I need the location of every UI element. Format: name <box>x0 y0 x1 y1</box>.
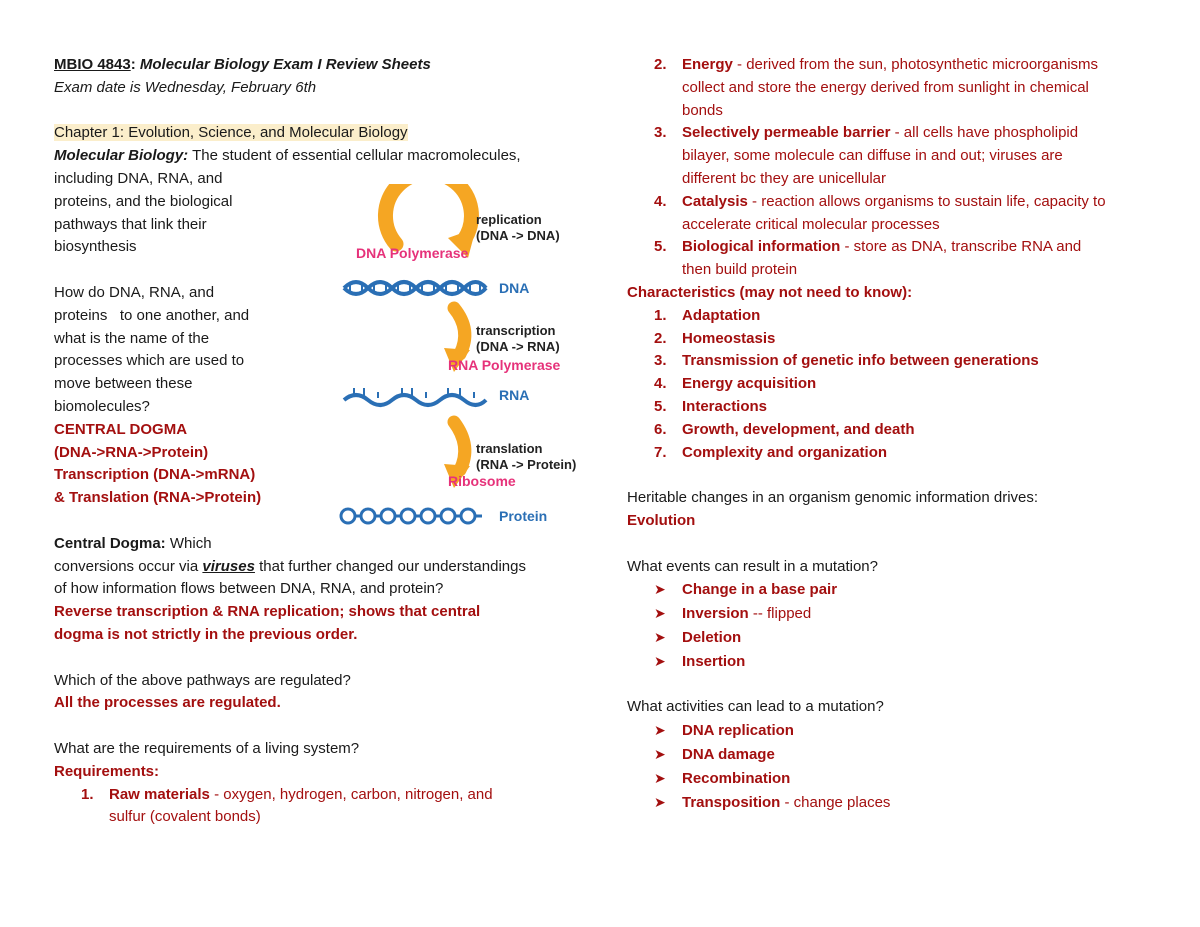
mutation-activity-item <box>627 767 1157 791</box>
ribosome-label: Ribosome <box>448 473 516 489</box>
item-term: Transposition <box>682 793 781 811</box>
arrow-bullet-icon: ➤ <box>654 722 666 739</box>
arrow-bullet-icon: ➤ <box>654 628 666 645</box>
central-dogma-diagram <box>336 184 586 529</box>
replication-label: replication <box>476 212 542 227</box>
item-text: Growth, development, and death <box>682 420 915 438</box>
question-line: Heritable changes in an organism genomic information drives: <box>627 489 1039 507</box>
translation-arrow-icon <box>454 422 465 470</box>
question-text: that further changed our understandings <box>259 557 526 575</box>
viruses-emphasis: viruses <box>202 557 255 575</box>
mutation-activity-item <box>627 743 1157 767</box>
requirement-item <box>627 54 1157 122</box>
rna-polymerase-label: RNA Polymerase <box>448 357 561 373</box>
requirement-item <box>627 191 1157 237</box>
mb-def-cont: pathways that link their <box>54 215 207 233</box>
item-desc-cont: collect and store the energy derived from sunlight in chemical <box>682 78 1089 96</box>
item-text: Interactions <box>682 397 768 415</box>
arrow-bullet-icon: ➤ <box>654 652 666 669</box>
characteristic-item <box>627 396 1157 419</box>
question-line: of how information flows between DNA, RNA, and protein? <box>54 580 444 598</box>
item-term: Selectively permeable barrier <box>682 124 891 142</box>
item-text: Homeostasis <box>682 329 776 347</box>
question-line: what is the name of the <box>54 329 210 347</box>
transcription-sub-label: (DNA -> RNA) <box>476 339 560 354</box>
item-desc: - change places <box>784 793 891 811</box>
item-desc: - reaction allows organisms to sustain life, capacity to <box>752 192 1106 210</box>
mutation-event-item <box>627 578 1157 602</box>
exam-date: Exam date is Wednesday, February 6th <box>54 78 317 96</box>
mb-definition-line <box>54 145 594 168</box>
item-desc: - store as DNA, transcribe RNA and <box>844 238 1082 256</box>
characteristic-item <box>627 419 1157 442</box>
item-number: 5. <box>654 397 667 415</box>
item-number: 3. <box>654 352 667 370</box>
arrow-bullet-icon: ➤ <box>654 581 666 598</box>
question-line: What activities can lead to a mutation? <box>627 698 884 716</box>
arrow-bullet-icon: ➤ <box>654 605 666 622</box>
item-text: Energy acquisition <box>682 375 817 393</box>
answer-line: All the processes are regulated. <box>54 694 281 712</box>
item-term: DNA replication <box>682 722 794 740</box>
characteristic-item <box>627 328 1157 351</box>
item-term: Insertion <box>682 652 746 670</box>
protein-label: Protein <box>499 508 548 524</box>
item-desc-cont: then build protein <box>682 261 798 279</box>
answer-line: (DNA->RNA->Protein) <box>54 443 209 461</box>
question-line: processes which are used to <box>54 352 245 370</box>
item-term: Change in a base pair <box>682 581 838 599</box>
item-term: Catalysis <box>682 192 748 210</box>
requirement-item <box>627 122 1157 190</box>
requirement-item <box>627 236 1157 282</box>
transcription-label: transcription <box>476 323 556 338</box>
dna-label: DNA <box>499 280 530 296</box>
doc-title: Molecular Biology Exam I Review Sheets <box>139 56 431 73</box>
question-text: Which <box>169 534 212 552</box>
characteristic-item <box>627 305 1157 328</box>
item-term: Energy <box>682 56 733 73</box>
item-number: 1. <box>654 306 667 324</box>
item-desc-cont: different bc they are unicellular <box>682 169 887 187</box>
rna-label: RNA <box>499 387 530 403</box>
mb-term: Molecular Biology: <box>54 147 189 165</box>
characteristic-item <box>627 373 1157 396</box>
item-term: Deletion <box>682 628 742 646</box>
arrow-bullet-icon: ➤ <box>654 793 666 810</box>
arrow-bullet-icon: ➤ <box>654 745 666 762</box>
protein-chain-icon <box>341 509 482 523</box>
translation-sub-label: (RNA -> Protein) <box>476 457 577 472</box>
item-term: DNA damage <box>682 745 775 763</box>
item-desc: -- flipped <box>752 605 812 623</box>
mutation-event-item <box>627 650 1157 674</box>
item-number: 2. <box>654 56 667 73</box>
item-desc: - all cells have phospholipid <box>894 124 1079 142</box>
answer-line: Transcription (DNA->mRNA) <box>54 466 256 484</box>
item-desc-cont: sulfur (covalent bonds) <box>109 808 261 826</box>
mutation-activity-item <box>627 791 1157 815</box>
arrow-bullet-icon: ➤ <box>654 769 666 786</box>
item-text: Complexity and organization <box>682 443 888 461</box>
right-column <box>627 54 1157 814</box>
course-code: MBIO 4843 <box>54 56 131 73</box>
item-text: Adaptation <box>682 306 761 324</box>
replication-sub-label: (DNA -> DNA) <box>476 228 560 243</box>
dna-helix-icon <box>344 282 486 294</box>
item-number: 6. <box>654 420 667 438</box>
item-text: Transmission of genetic info between generations <box>682 352 1039 370</box>
item-term: Recombination <box>682 769 791 787</box>
question-line: move between these <box>54 375 193 393</box>
answer-line: & Translation (RNA->Protein) <box>54 489 262 507</box>
answer-line: Reverse transcription & RNA replication; shows that central <box>54 603 481 621</box>
mb-def-cont: proteins, and the biological <box>54 192 233 210</box>
mb-def-cont: biosynthesis <box>54 238 137 256</box>
doc-title-line <box>54 54 594 77</box>
mutation-event-item <box>627 626 1157 650</box>
characteristic-item <box>627 350 1157 373</box>
question-line: Which of the above pathways are regulated? <box>54 671 351 689</box>
central-dogma-term: Central Dogma: <box>54 534 166 552</box>
item-term: Inversion <box>682 605 749 623</box>
requirement-item <box>54 784 594 807</box>
chapter-heading: Chapter 1: Evolution, Science, and Molecular Biology <box>54 124 408 142</box>
item-number: 1. <box>81 785 94 803</box>
characteristic-item <box>627 442 1157 465</box>
item-desc-cont: bonds <box>682 101 723 119</box>
mb-def-cont: including DNA, RNA, and <box>54 169 223 187</box>
question-line: biomolecules? <box>54 397 150 415</box>
transcription-arrow-icon <box>454 308 465 354</box>
rna-strand-icon <box>344 388 486 405</box>
question-line: How do DNA, RNA, and <box>54 283 215 301</box>
requirements-heading: Requirements: <box>54 762 160 780</box>
item-desc: - oxygen, hydrogen, carbon, nitrogen, and <box>214 785 493 803</box>
translation-label: translation <box>476 441 543 456</box>
question-line: What events can result in a mutation? <box>627 557 878 575</box>
mb-def: The student of essential cellular macromolecules, <box>192 147 521 165</box>
title-separator: : <box>130 56 136 73</box>
mutation-activity-item <box>627 719 1157 743</box>
item-number: 7. <box>654 443 667 461</box>
central-dogma-line <box>54 533 594 556</box>
item-number: 5. <box>654 238 667 256</box>
item-desc: - derived from the sun, photosynthetic microorganisms <box>737 56 1099 73</box>
item-term: Biological information <box>682 238 841 256</box>
item-term: Raw materials <box>109 785 210 803</box>
question-line: proteins to one another, and <box>54 306 250 324</box>
question-text: conversions occur via <box>54 557 199 575</box>
item-number: 3. <box>654 124 667 142</box>
characteristics-heading: Characteristics (may not need to know): <box>627 283 913 301</box>
answer-line: Evolution <box>627 511 696 529</box>
dna-polymerase-label: DNA Polymerase <box>356 245 469 261</box>
mutation-event-item <box>627 602 1157 626</box>
item-desc-cont: bilayer, some molecule can diffuse in and out; viruses are <box>682 147 1063 165</box>
item-number: 4. <box>654 375 667 393</box>
question-line <box>54 556 594 579</box>
answer-line: CENTRAL DOGMA <box>54 420 188 438</box>
answer-line: dogma is not strictly in the previous order. <box>54 625 358 643</box>
item-number: 4. <box>654 192 667 210</box>
question-line: What are the requirements of a living system? <box>54 739 360 757</box>
item-number: 2. <box>654 329 667 347</box>
item-desc-cont: accelerate critical molecular processes <box>682 215 940 233</box>
